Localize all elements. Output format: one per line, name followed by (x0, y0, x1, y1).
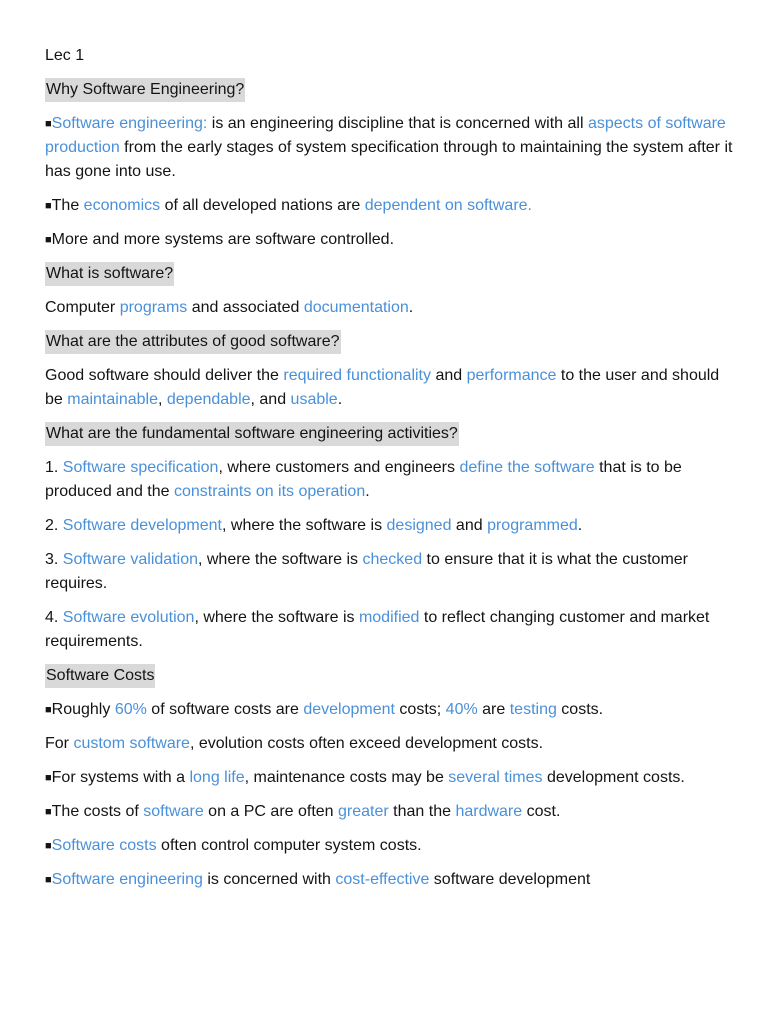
text-run: . (337, 391, 343, 408)
bullet-square-icon: ■ (45, 118, 52, 130)
text-run: Good software should deliver the (45, 367, 284, 384)
paragraph (45, 456, 735, 504)
text-run: For systems with a (51, 769, 190, 786)
text-run: and (431, 367, 467, 384)
text-run: . (408, 299, 414, 316)
highlighted-term: modified (358, 609, 420, 626)
paragraph (45, 732, 735, 756)
text-run: costs; (394, 701, 446, 718)
highlighted-term: usable (290, 391, 338, 408)
text-run: of all developed nations are (160, 197, 365, 214)
text-run: on a PC are often (203, 803, 339, 820)
highlighted-term: greater (338, 803, 389, 820)
text-run: to the user and should be (45, 367, 720, 408)
text-run: is concerned with (202, 871, 336, 888)
highlighted-term: Software development (62, 517, 222, 534)
highlighted-term: long life (189, 769, 245, 786)
highlighted-term: documentation (303, 299, 409, 316)
section-heading-row (45, 422, 735, 446)
text-run: to reflect changing customer and market requirements. (45, 609, 710, 650)
section-heading: What are the fundamental software engineering activities? (45, 422, 459, 446)
text-run: development costs. (542, 769, 685, 786)
section-heading: What is software? (45, 262, 174, 286)
paragraph (45, 606, 735, 654)
bullet-square-icon: ■ (45, 874, 52, 886)
text-run: The costs of (51, 803, 144, 820)
bullet-paragraph (45, 868, 735, 892)
text-run: are (477, 701, 510, 718)
highlighted-term: required functionality (283, 367, 431, 384)
text-run: 3. (45, 551, 63, 568)
paragraph (45, 296, 735, 320)
text-run: than the (388, 803, 456, 820)
highlighted-term: 40% (445, 701, 478, 718)
paragraph (45, 548, 735, 596)
highlighted-term: cost-effective (335, 871, 430, 888)
highlighted-term: aspects of software production (45, 115, 726, 156)
highlighted-term: checked (362, 551, 423, 568)
text-run: and (451, 517, 488, 534)
highlighted-term: economics (83, 197, 161, 214)
text-run: , where the software is (222, 517, 387, 534)
text-run: that is to be produced and the (45, 459, 682, 500)
text-run: 2. (45, 517, 63, 534)
text-run: , (157, 391, 167, 408)
bullet-paragraph (45, 834, 735, 858)
highlighted-term: performance (466, 367, 557, 384)
text-run: More and more systems are software controlled. (51, 231, 395, 248)
text-run: Roughly (51, 701, 115, 718)
highlighted-term: software (143, 803, 204, 820)
text-run: cost. (522, 803, 561, 820)
highlighted-term: development (303, 701, 395, 718)
document-body (45, 78, 735, 892)
text-run: . (577, 517, 583, 534)
lecture-label: Lec 1 (45, 47, 85, 64)
text-run: costs. (556, 701, 604, 718)
section-heading: What are the attributes of good software? (45, 330, 341, 354)
text-run: For (45, 735, 74, 752)
section-heading: Why Software Engineering? (45, 78, 245, 102)
text-run: , maintenance costs may be (244, 769, 449, 786)
bullet-paragraph (45, 800, 735, 824)
section-heading-row (45, 664, 735, 688)
text-run: to ensure that it is what the customer requires. (45, 551, 688, 592)
highlighted-term: Software costs (51, 837, 157, 854)
text-run: The (51, 197, 84, 214)
text-run: , where the software is (194, 609, 359, 626)
text-run: Computer (45, 299, 120, 316)
highlighted-term: Software engineering (51, 871, 203, 888)
highlighted-term: Software validation (62, 551, 198, 568)
bullet-paragraph (45, 112, 735, 184)
bullet-square-icon: ■ (45, 234, 52, 246)
text-run: 4. (45, 609, 63, 626)
text-run: and associated (187, 299, 304, 316)
text-run: . (365, 483, 370, 500)
paragraph (45, 514, 735, 538)
text-run: from the early stages of system specification through to maintaining the system after it has gone into use. (45, 139, 733, 180)
highlighted-term: testing (509, 701, 557, 718)
highlighted-term: programmed (487, 517, 578, 534)
highlighted-term: 60% (114, 701, 147, 718)
section-heading: Software Costs (45, 664, 155, 688)
bullet-paragraph (45, 766, 735, 790)
highlighted-term: programs (119, 299, 188, 316)
bullet-paragraph (45, 698, 735, 722)
highlighted-term: maintainable (67, 391, 158, 408)
bullet-paragraph (45, 228, 735, 252)
section-heading-row (45, 78, 735, 102)
highlighted-term: Software engineering: (51, 115, 208, 132)
highlighted-term: dependent on software. (364, 197, 532, 214)
section-heading-row (45, 330, 735, 354)
document-page (45, 44, 735, 902)
text-run: , where the software is (197, 551, 363, 568)
text-run: is an engineering discipline that is concerned with all (207, 115, 588, 132)
section-heading-row (45, 262, 735, 286)
bullet-square-icon: ■ (45, 704, 52, 716)
bullet-square-icon: ■ (45, 806, 52, 818)
text-run: , where customers and engineers (218, 459, 460, 476)
highlighted-term: Software evolution (62, 609, 195, 626)
highlighted-term: designed (386, 517, 452, 534)
highlighted-term: Software specification (62, 459, 219, 476)
text-run: , evolution costs often exceed development costs. (189, 735, 544, 752)
text-run: often control computer system costs. (156, 837, 422, 854)
bullet-paragraph (45, 194, 735, 218)
highlighted-term: dependable (166, 391, 251, 408)
highlighted-term: hardware (455, 803, 523, 820)
text-run: 1. (45, 459, 63, 476)
bullet-square-icon: ■ (45, 772, 52, 784)
text-run: software development (429, 871, 591, 888)
highlighted-term: custom software (73, 735, 190, 752)
text-run: of software costs are (146, 701, 304, 718)
highlighted-term: several times (448, 769, 543, 786)
paragraph (45, 364, 735, 412)
bullet-square-icon: ■ (45, 840, 52, 852)
highlighted-term: constraints on its operation (174, 483, 366, 500)
text-run: , and (250, 391, 291, 408)
bullet-square-icon: ■ (45, 200, 52, 212)
highlighted-term: define the software (459, 459, 595, 476)
